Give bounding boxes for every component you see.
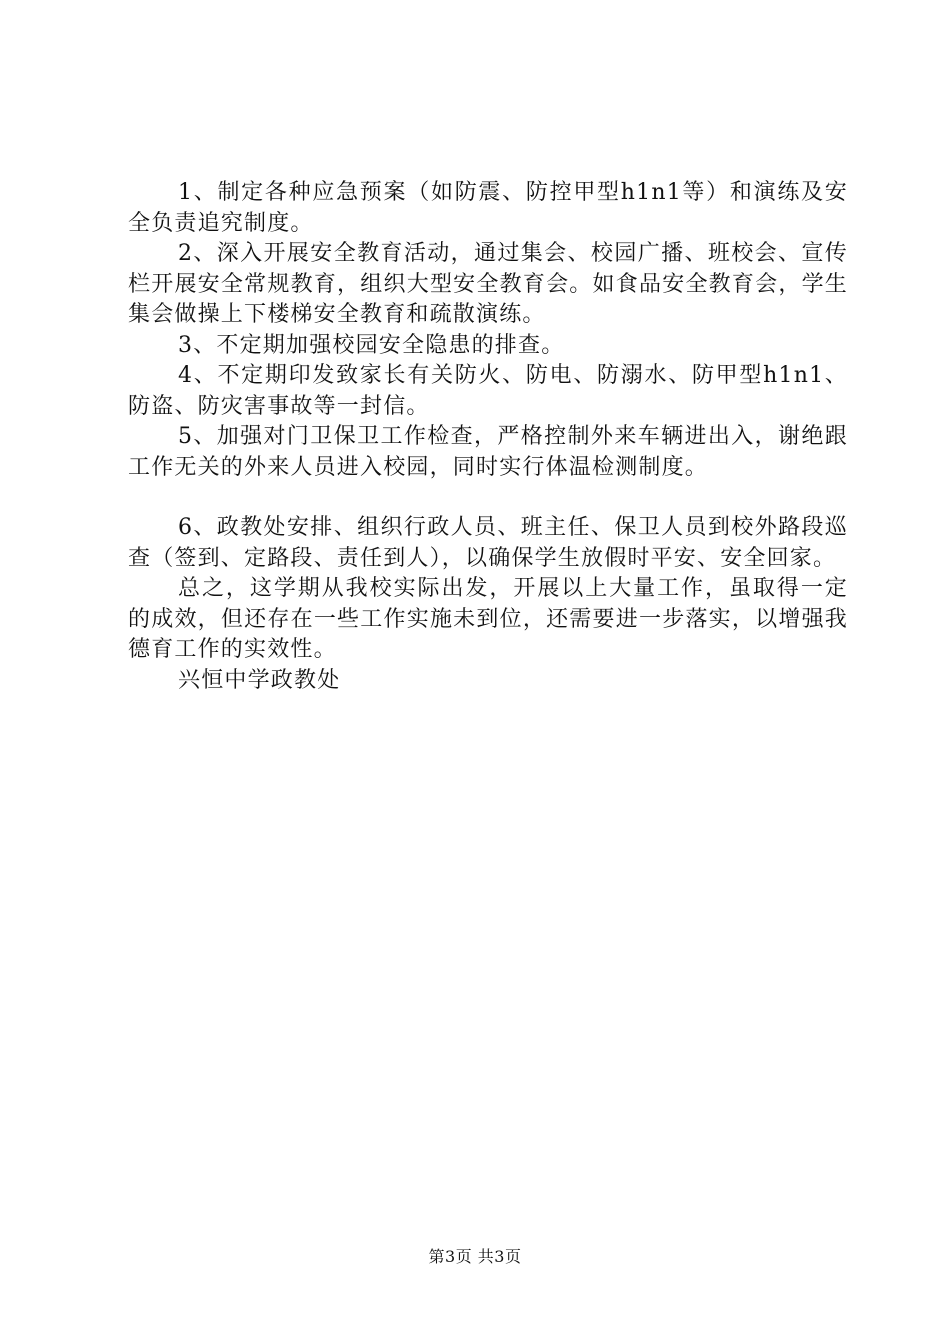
paragraph-item-6: 6、政教处安排、组织行政人员、班主任、保卫人员到校外路段巡查（签到、定路段、责任到人），以确保学生放假时平安、安全回家。: [128, 515, 848, 571]
page-footer: 第3页 共3页: [428, 1247, 522, 1266]
document-body: [128, 178, 848, 696]
paragraph-item-5: 5、加强对门卫保卫工作检查，严格控制外来车辆进出入，谢绝跟工作无关的外来人员进入校园，同时实行体温检测制度。: [128, 424, 848, 480]
summary-paragraph: 总之，这学期从我校实际出发，开展以上大量工作，虽取得一定的成效，但还存在一些工作实施未到位，还需要进一步落实，以增强我德育工作的实效性。: [128, 576, 848, 662]
paragraph-item-2: 2、深入开展安全教育活动，通过集会、校园广播、班校会、宣传栏开展安全常规教育，组织大型安全教育会。如食品安全教育会，学生集会做操上下楼梯安全教育和疏散演练。: [128, 241, 848, 327]
paragraph-item-1: 1、制定各种应急预案（如防震、防控甲型h1n1等）和演练及安全负责追究制度。: [128, 180, 848, 236]
paragraph-item-4: 4、不定期印发致家长有关防火、防电、防溺水、防甲型h1n1、防盗、防灾害事故等一封信。: [128, 363, 848, 419]
signature-line: 兴恒中学政教处: [178, 667, 341, 693]
paragraph-item-3: 3、不定期加强校园安全隐患的排查。: [178, 332, 565, 358]
